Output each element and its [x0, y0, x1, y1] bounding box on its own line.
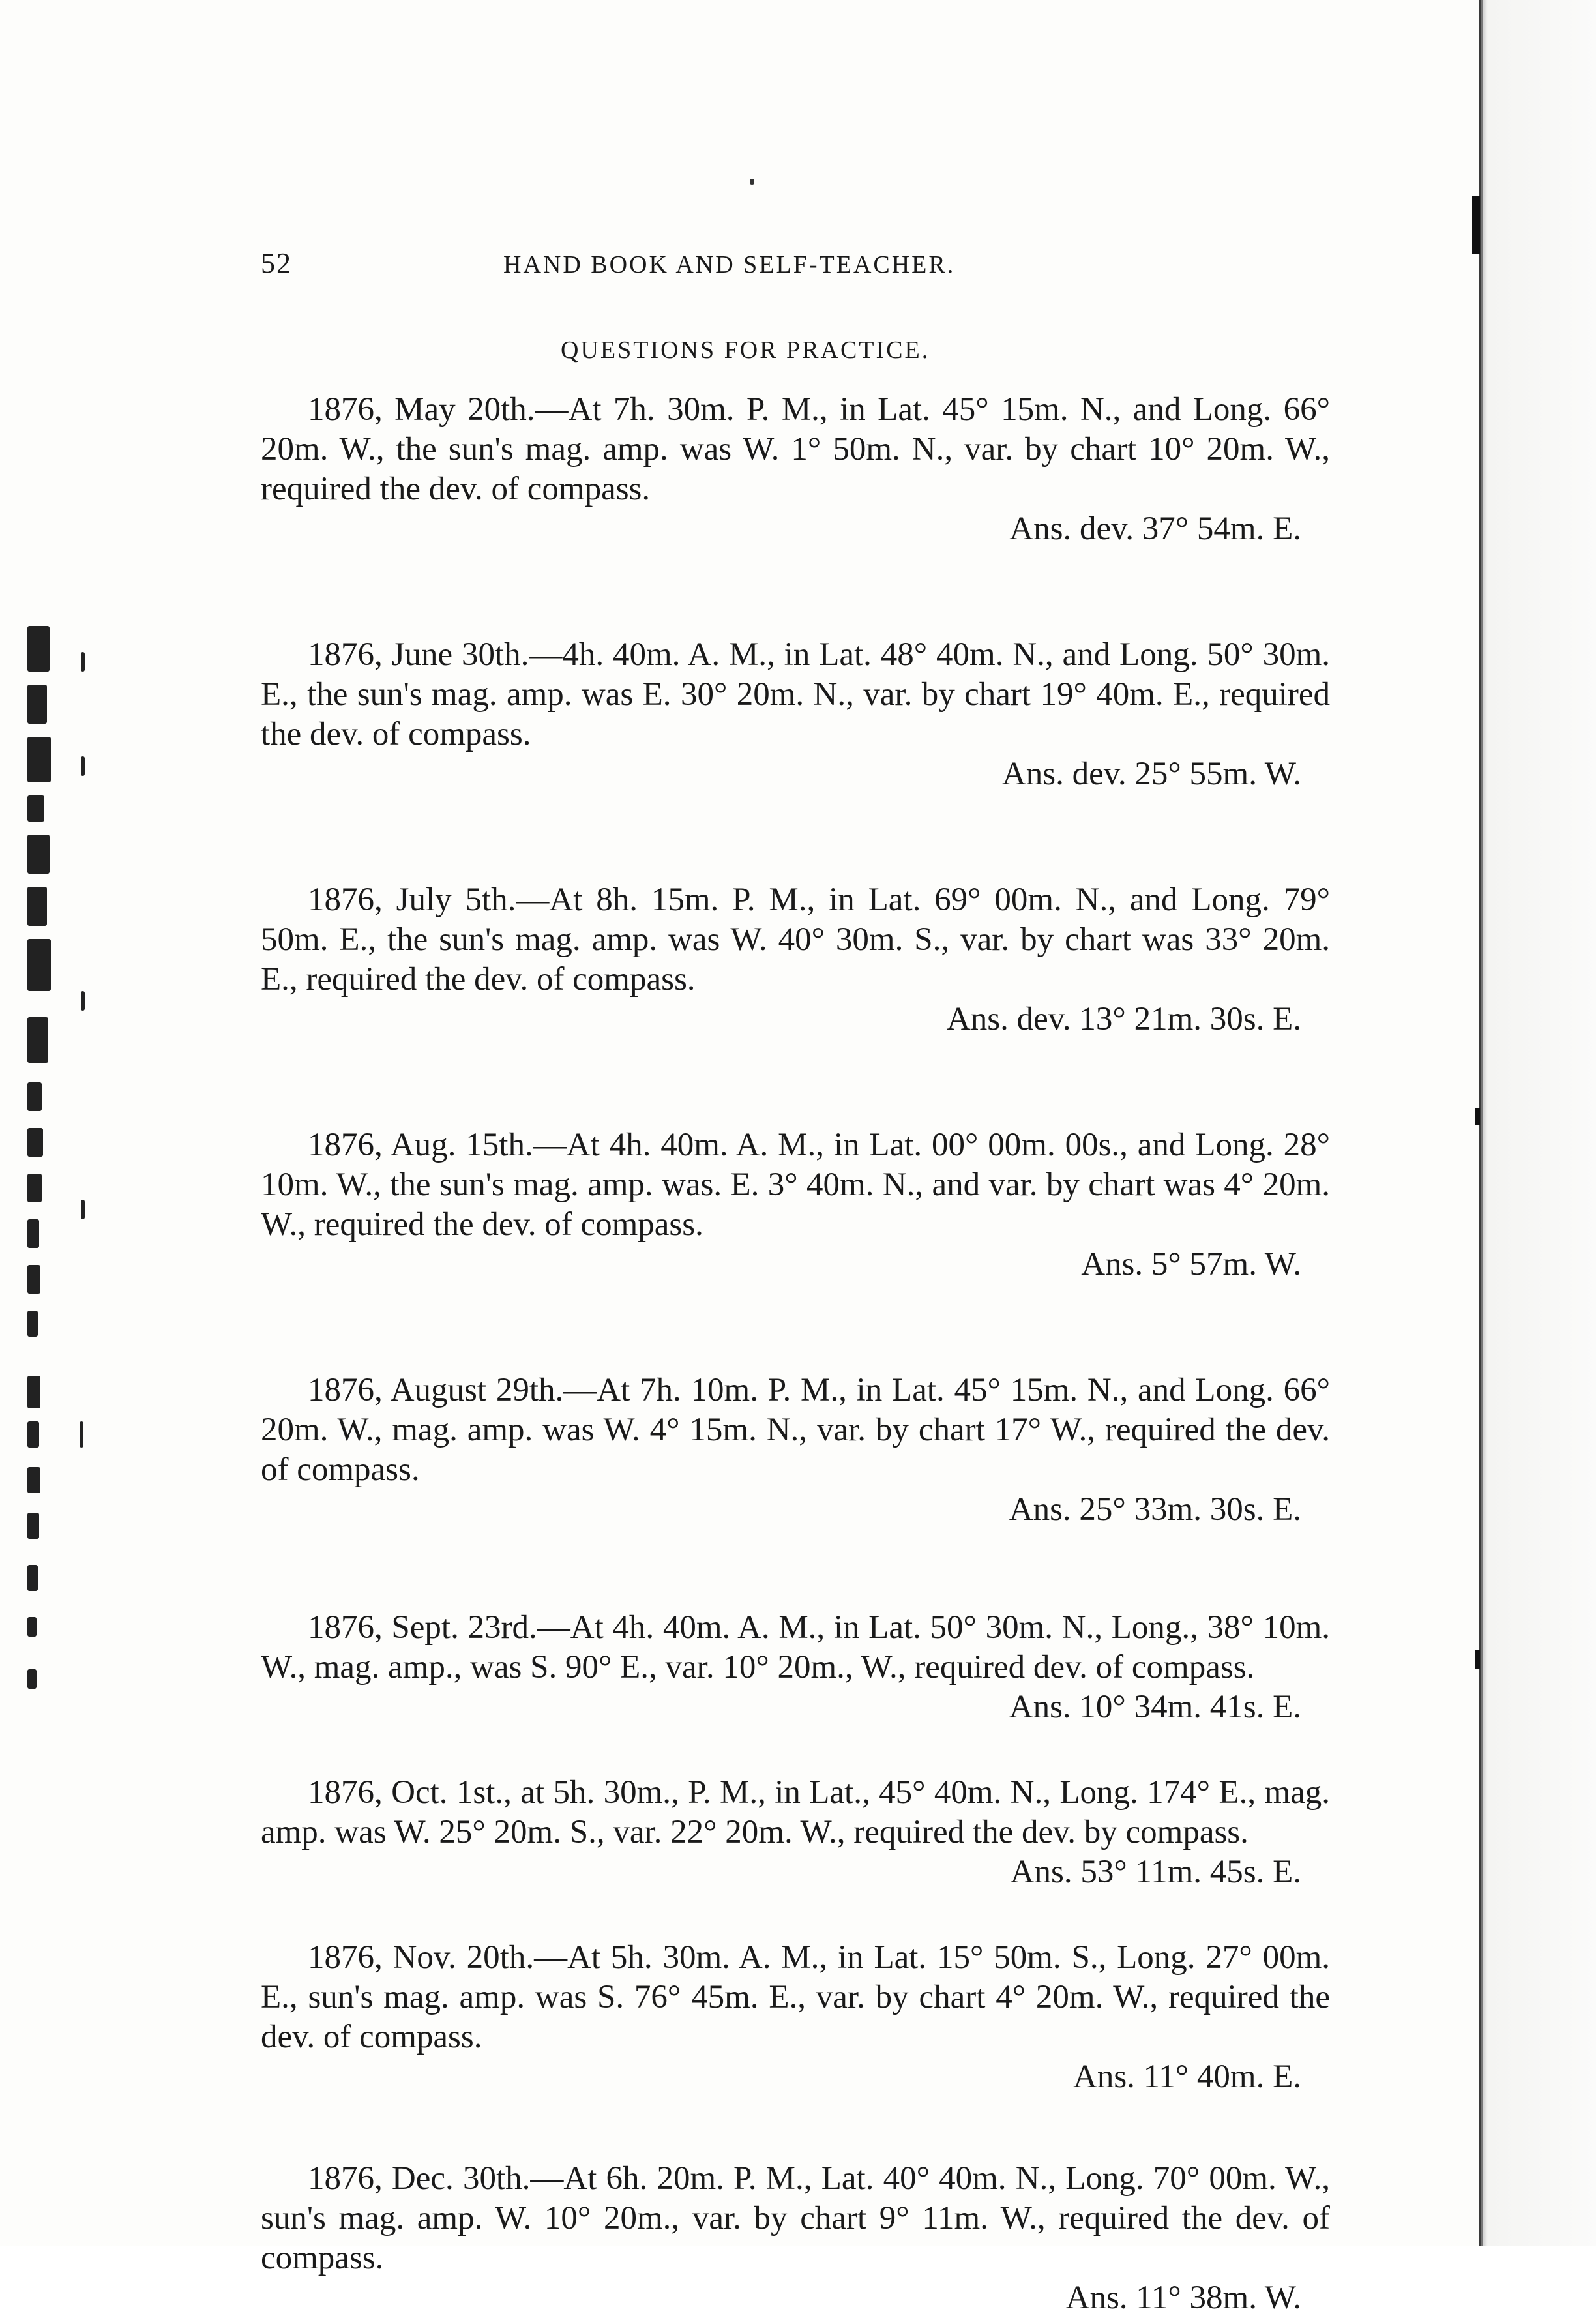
question-text: 1876, Aug. 15th.—At 4h. 40m. A. M., in Lat. 00° 00m. 00s., and Long. 28° 10m. W., the sun's mag. amp. was. E. 3° 40m. N., and var. by chart was 4° 20m. W., required the dev. of compass.: [261, 1127, 1330, 1243]
question: [261, 1773, 1330, 1892]
answer: Ans. dev. 25° 55m. W.: [1001, 756, 1301, 792]
question: [261, 880, 1330, 1039]
answer: Ans. dev. 13° 21m. 30s. E.: [946, 1001, 1301, 1037]
question: [261, 1125, 1330, 1285]
question-text: 1876, July 5th.—At 8h. 15m. P. M., in Lat. 69° 00m. N., and Long. 79° 50m. E., the sun's mag. amp. was W. 40° 30m. S., var. by chart was 33° 20m. E., required the dev. of compass.: [261, 882, 1330, 998]
running-title: HAND BOOK AND SELF-TEACHER.: [503, 251, 956, 278]
page-number: 52: [261, 247, 292, 279]
answer: Ans. 11° 40m. E.: [1072, 2058, 1301, 2095]
answer: Ans. 53° 11m. 45s. E.: [1010, 1854, 1301, 1890]
page-edge-line-inner: [1481, 0, 1483, 2246]
question-text: 1876, June 30th.—4h. 40m. A. M., in Lat. 48° 40m. N., and Long. 50° 30m. E., the sun's mag. amp. was E. 30° 20m. N., var. by chart 19° 40m. E., required the dev. of compass.: [261, 636, 1330, 752]
question-text: 1876, Sept. 23rd.—At 4h. 40m. A. M., in Lat. 50° 30m. N., Long., 38° 10m. W., mag. amp., was S. 90° E., var. 10° 20m., W., required dev. of compass.: [261, 1609, 1330, 1686]
question-text: 1876, May 20th.—At 7h. 30m. P. M., in Lat. 45° 15m. N., and Long. 66° 20m. W., the sun's mag. amp. was W. 1° 50m. N., var. by chart 10° 20m. W., required the dev. of compass.: [261, 391, 1330, 507]
print-speck: [750, 179, 754, 185]
answer: Ans. dev. 37° 54m. E.: [1009, 511, 1301, 547]
question: [261, 390, 1330, 549]
question: [261, 1371, 1330, 1530]
running-head: [261, 246, 1330, 286]
answer: Ans. 10° 34m. 41s. E.: [1009, 1689, 1301, 1725]
page-edge-mark: [1472, 196, 1480, 254]
question: [261, 635, 1330, 794]
question-text: 1876, Nov. 20th.—At 5h. 30m. A. M., in Lat. 15° 50m. S., Long. 27° 00m. E., sun's mag. amp. was S. 76° 45m. E., var. by chart 4° 20m. W., required the dev. of compass.: [261, 1939, 1330, 2055]
page-edge-mark: [1475, 1108, 1480, 1125]
answer: Ans. 5° 57m. W.: [1081, 1246, 1301, 1283]
question-text: 1876, Dec. 30th.—At 6h. 20m. P. M., Lat. 40° 40m. N., Long. 70° 00m. W., sun's mag. amp. W. 10° 20m., var. by chart 9° 11m. W., required the dev. of compass.: [261, 2160, 1330, 2276]
question-text: 1876, August 29th.—At 7h. 10m. P. M., in Lat. 45° 15m. N., and Long. 66° 20m. W., mag. amp. was W. 4° 15m. N., var. by chart 17° W., required the dev. of compass.: [261, 1372, 1330, 1488]
page-edge-shadow: [1479, 0, 1596, 2246]
section-heading: QUESTIONS FOR PRACTICE.: [561, 336, 930, 364]
question: [261, 1938, 1330, 2097]
question: [261, 2159, 1330, 2318]
bleed-through-text: [27, 626, 99, 1787]
questions-list: [261, 390, 1330, 2318]
question-text: 1876, Oct. 1st., at 5h. 30m., P. M., in Lat., 45° 40m. N., Long. 174° E., mag. amp. was W. 25° 20m. S., var. 22° 20m. W., required the dev. by compass.: [261, 1774, 1330, 1850]
question: [261, 1608, 1330, 1727]
answer: Ans. 25° 33m. 30s. E.: [1009, 1491, 1301, 1528]
page-edge-mark: [1475, 1650, 1480, 1669]
answer: Ans. 11° 38m. W.: [1065, 2280, 1301, 2316]
